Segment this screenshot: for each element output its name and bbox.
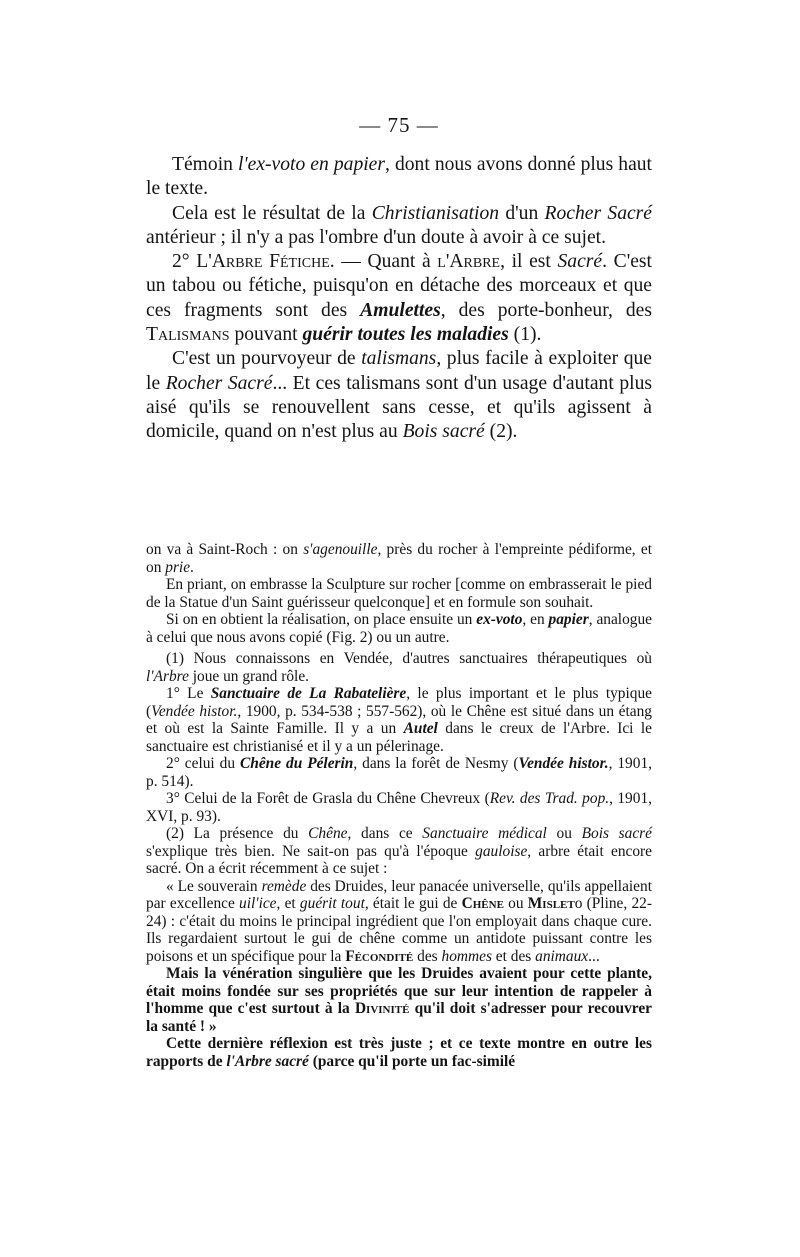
footnote-continuation: on va à Saint-Roch : on s'agenouille, près du rocher à l'empreinte pédiforme, et on prie.: [146, 541, 652, 576]
paragraph-christianisation: Cela est le résultat de la Christianisation d'un Rocher Sacré antérieur ; il n'y a pas l'ombre d'un doute à avoir à ce sujet.: [146, 202, 653, 248]
footnote-paragraph: Si on en obtient la réalisation, on place ensuite un ex-voto, en papier, analogue à celui que nous avons copié (Fig. 2) ou un autre.: [146, 611, 652, 646]
footnote-2: (2) La présence du Chêne, dans ce Sanctuaire médical ou Bois sacré s'explique très bien. Ne sait-on pas qu'à l'époque gauloise, arbre était encore sacré. On a écrit récemment à ce sujet :: [146, 825, 652, 877]
footnote-2-quote: « Le souverain remède des Druides, leur panacée universelle, qu'ils appellaient par excellence uil'ice, et guérit tout, était le gui de Chêne ou Misleto (Pline, 22-24) : c'était du moins le principal ingrédient que l'on employait dans chaque cure. Ils regardaient surtout le gui de chêne comme un antidote puissant contre les poisons et un spécifique pour la Fécondité des hommes et des animaux...: [146, 877, 652, 965]
footnote-1: (1) Nous connaissons en Vendée, d'autres sanctuaires thérapeutiques où l'Arbre joue un grand rôle.: [146, 650, 652, 685]
footnote-1-item-1: 1° Le Sanctuaire de La Rabatelière, le plus important et le plus typique (Vendée histor., 1900, p. 534-538 ; 557-562), où le Chêne est situé dans un étang et où est la Sainte Famille. Il y a un Autel dans le creux de l'Arbre. Ici le sanctuaire est christianisé et il y a un pélerinage.: [146, 685, 653, 755]
footnote-1-item-2: 2° celui du Chêne du Pélerin, dans la forêt de Nesmy (Vendée histor., 1901, p. 514).: [146, 755, 652, 790]
page-number: — 75 —: [359, 113, 439, 137]
footnote-2-comment: Cette dernière réflexion est très juste ; et ce texte montre en outre les rapports de l'Arbre sacré (parce qu'il porte un fac-similé: [146, 1035, 652, 1070]
paragraph-ex-voto: Témoin l'ex-voto en papier, dont nous avons donné plus haut le texte.: [146, 154, 653, 200]
main-text: [146, 153, 652, 445]
paragraph-arbre-fetiche: 2° L'Arbre Fétiche. — Quant à l'Arbre, il est Sacré. C'est un tabou ou fétiche, puisqu'on en détache des morceaux et que ces fragments sont des Amulettes, des porte-bonheur, des Talismans pouvant guérir toutes les maladies (1).: [146, 251, 653, 346]
footnote-paragraph: En priant, on embrasse la Sculpture sur rocher [comme on embrasserait le pied de la Statue d'un Saint guérisseur quelconque] et en formule son souhait.: [146, 576, 652, 611]
paragraph-talismans: C'est un pourvoyeur de talismans, plus facile à exploiter que le Rocher Sacré... Et ces talismans sont d'un usage d'autant plus aisé qu'ils se renouvellent sans cesse, et qu'ils agissent à domicile, quand on n'est plus au Bois sacré (2).: [146, 348, 653, 443]
footnote-2-quote-cont: Mais la vénération singulière que les Druides avaient pour cette plante, était moins fondée sur ses propriétés que sur leur intention de rappeler à l'homme que c'est surtout à la Divinité qu'il doit s'adresser pour recouvrer la santé ! »: [146, 965, 653, 1035]
footnote-1-item-3: 3° Celui de la Forêt de Grasla du Chêne Chevreux (Rev. des Trad. pop., 1901, XVI, p. 93).: [146, 790, 652, 825]
footnotes: [146, 541, 652, 1070]
